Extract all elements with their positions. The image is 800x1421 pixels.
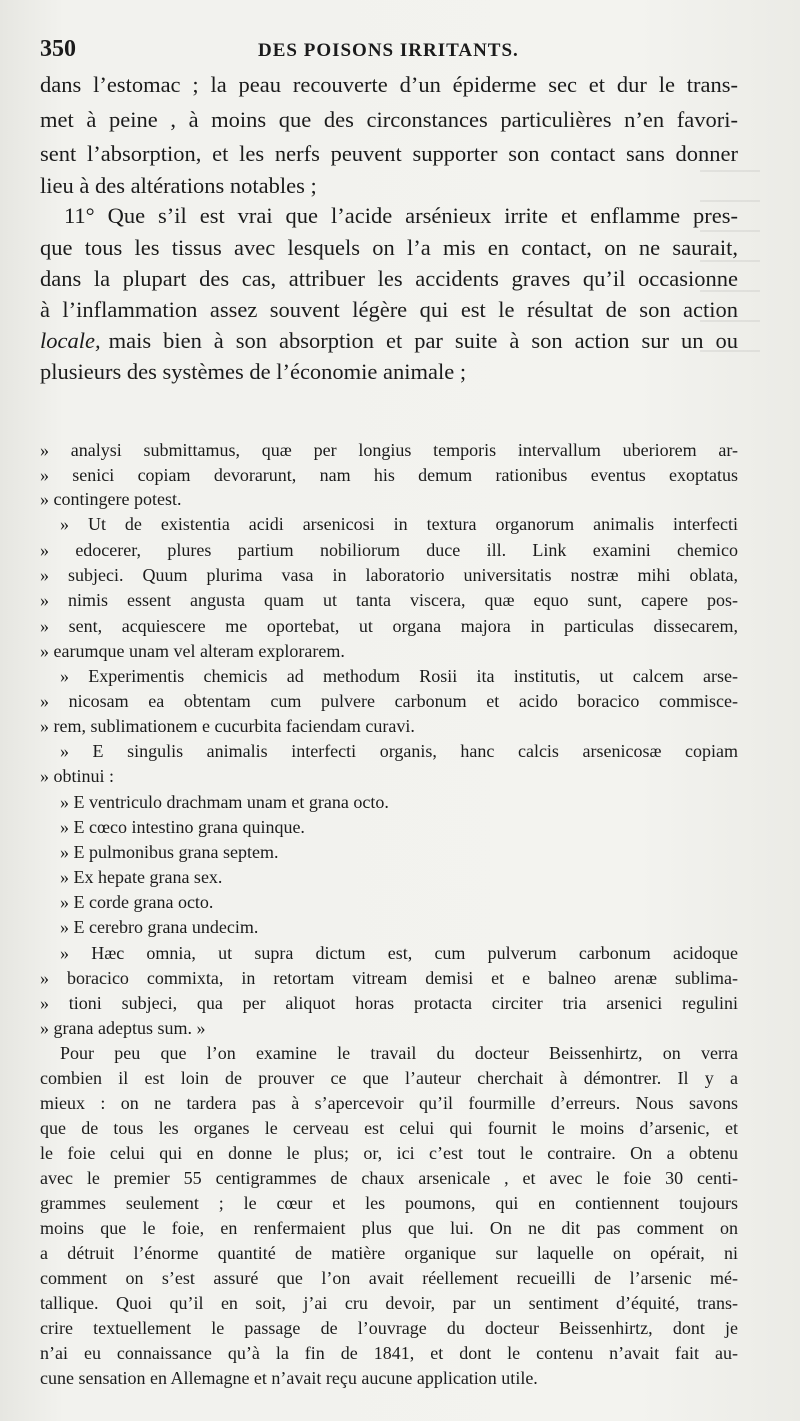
text-line: sent l’absorption, et les nerfs peuvent supporter son contact sans donner bbox=[40, 141, 738, 166]
quote-list-item: » Ex hepate grana sex. bbox=[60, 867, 223, 887]
text-line: comment on s’est assuré que l’on avait réellement recueilli de l’arsenic mé- bbox=[40, 1268, 738, 1288]
text-line: crire textuellement le passage de l’ouvrage du docteur Beissenhirtz, dont je bbox=[40, 1318, 738, 1338]
text-line: avec le premier 55 centigrammes de chaux arsenicale , et avec le foie 30 centi- bbox=[40, 1168, 738, 1188]
text-line: combien il est loin de prouver ce que l’auteur cherchait à démontrer. Il y a bbox=[40, 1068, 738, 1088]
text-line: a détruit l’énorme quantité de matière organique sur laquelle on opérait, ni bbox=[40, 1243, 738, 1263]
quote-line: » Hæc omnia, ut supra dictum est, cum pulverum carbonum acidoque bbox=[60, 943, 738, 963]
quote-line: » obtinui : bbox=[40, 766, 115, 786]
quote-list-item: » E pulmonibus grana septem. bbox=[60, 842, 279, 862]
text-line-rest: mais bien à son absorption et par suite à son action sur un ou bbox=[108, 328, 738, 353]
quote-line: » sent, acquiescere me oportebat, ut organa majora in particulas dissecarem, bbox=[40, 616, 738, 636]
italic-word: locale, bbox=[40, 328, 101, 353]
text-line: que tous les tissus avec lesquels on l’a mis en contact, on ne saurait, bbox=[40, 235, 738, 260]
page-number: 350 bbox=[40, 36, 76, 62]
text-line: mieux : on ne tardera pas à s’apercevoir qu’il fourmille d’erreurs. Nous savons bbox=[40, 1093, 738, 1113]
text-line: à l’inflammation assez souvent légère qui est le résultat de son action bbox=[40, 297, 738, 322]
text-line: met à peine , à moins que des circonstances particulières n’en favori- bbox=[40, 107, 738, 132]
quote-list-item: » E corde grana octo. bbox=[60, 892, 214, 912]
text-line: le foie celui qui en donne le plus; or, ici c’est tout le contraire. On a obtenu bbox=[40, 1143, 738, 1163]
text-line: dans l’estomac ; la peau recouverte d’un épiderme sec et dur le trans- bbox=[40, 72, 738, 97]
text-line: lieu à des altérations notables ; bbox=[40, 173, 317, 198]
text-line: n’ai eu connaissance qu’à la fin de 1841, et dont le contenu n’avait fait au- bbox=[40, 1343, 738, 1363]
text-line: que de tous les organes le cerveau est celui qui fournit le moins d’arsenic, et bbox=[40, 1118, 738, 1138]
quote-line: » subjeci. Quum plurima vasa in laboratorio universitatis nostræ mihi oblata, bbox=[40, 565, 738, 585]
quote-line: » grana adeptus sum. » bbox=[40, 1018, 206, 1038]
text-line: plusieurs des systèmes de l’économie animale ; bbox=[40, 359, 467, 384]
quote-list-item: » E cœco intestino grana quinque. bbox=[60, 817, 305, 837]
quote-line: » senici copiam devorarunt, nam his demum rationibus eventus exoptatus bbox=[40, 465, 738, 485]
running-title: DES POISONS IRRITANTS. bbox=[258, 40, 519, 61]
quote-list-item: » E cerebro grana undecim. bbox=[60, 917, 259, 937]
text-line bbox=[40, 328, 738, 354]
page-header bbox=[40, 36, 740, 66]
quote-line: » E singulis animalis interfecti organis, hanc calcis arsenicosæ copiam bbox=[60, 741, 738, 761]
text-line: grammes seulement ; le cœur et les poumons, qui en contiennent toujours bbox=[40, 1193, 738, 1213]
quote-line: » Experimentis chemicis ad methodum Rosii ita institutis, ut calcem arse- bbox=[60, 666, 738, 686]
quote-line: » rem, sublimationem e cucurbita faciendam curavi. bbox=[40, 716, 415, 736]
text-line: tallique. Quoi qu’il en soit, j’ai cru devoir, par un sentiment d’équité, trans- bbox=[40, 1293, 738, 1313]
text-line: moins que le foie, en renfermaient plus que lui. On ne dit pas comment on bbox=[40, 1218, 738, 1238]
quote-list-item: » E ventriculo drachmam unam et grana octo. bbox=[60, 792, 389, 812]
quote-line: » contingere potest. bbox=[40, 489, 182, 509]
text-line: Pour peu que l’on examine le travail du docteur Beissenhirtz, on verra bbox=[60, 1043, 738, 1063]
text-line: 11° Que s’il est vrai que l’acide arsénieux irrite et enflamme pres- bbox=[64, 203, 738, 228]
quote-line: » earumque unam vel alteram explorarem. bbox=[40, 641, 345, 661]
quote-line: » edocerer, plures partium nobiliorum duce ill. Link examini chemico bbox=[40, 540, 738, 560]
quote-line: » analysi submittamus, quæ per longius temporis intervallum uberiorem ar- bbox=[40, 440, 738, 460]
quote-line: » tioni subjeci, qua per aliquot horas protacta circiter tria arsenici regulini bbox=[40, 993, 738, 1013]
quote-line: » nimis essent angusta quam ut tanta viscera, quæ equo sunt, capere pos- bbox=[40, 590, 738, 610]
quote-line: » nicosam ea obtentam cum pulvere carbonum et acido boracico commisce- bbox=[40, 691, 738, 711]
quote-line: » Ut de existentia acidi arsenicosi in textura organorum animalis interfecti bbox=[60, 514, 738, 534]
quote-line: » boracico commixta, in retortam vitream demisi et e balneo arenæ sublima- bbox=[40, 968, 738, 988]
text-line: dans la plupart des cas, attribuer les accidents graves qu’il occasionne bbox=[40, 266, 738, 291]
text-line: cune sensation en Allemagne et n’avait reçu aucune application utile. bbox=[40, 1368, 538, 1388]
